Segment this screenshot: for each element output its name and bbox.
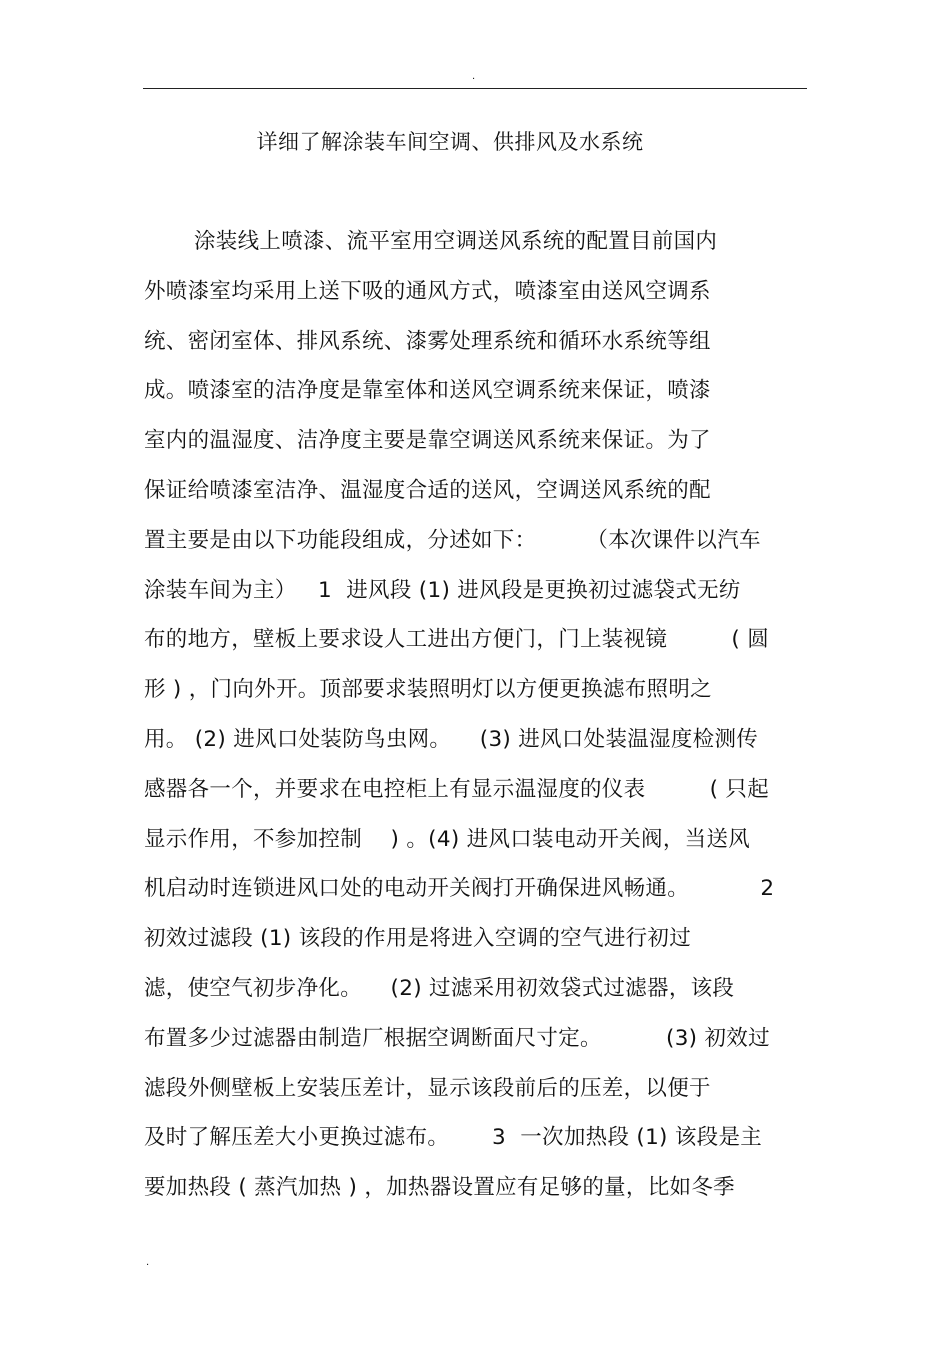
text-line: 外喷漆室均采用上送下吸的通风方式，喷漆室由送风空调系	[144, 278, 711, 304]
text-line: 滤段外侧壁板上安装压差计，显示该段前后的压差，以便于	[144, 1075, 711, 1101]
body-paragraph	[144, 224, 804, 1220]
page-title: 详细了解涂装车间空调、供排风及水系统	[256, 130, 644, 154]
text-line: 形 ) ，门向外开。顶部要求装照明灯以方便更换滤布照明之	[144, 677, 712, 703]
text-line: 涂装线上喷漆、流平室用空调送风系统的配置目前国内	[194, 229, 718, 254]
text-line: 及时了解压差大小更换过滤布。 3 一次加热段 (1) 该段是主	[144, 1125, 763, 1151]
text-line: 统、密闭室体、排风系统、漆雾处理系统和循环水系统等组	[144, 328, 711, 354]
text-line: 滤，使空气初步净化。 (2) 过滤采用初效袋式过滤器，该段	[144, 975, 735, 1001]
footer-dot: .	[146, 1257, 150, 1268]
text-line: 布置多少过滤器由制造厂根据空调断面尺寸定。 (3) 初效过	[144, 1025, 770, 1051]
text-line: 要加热段 ( 蒸汽加热 ) ，加热器设置应有足够的量，比如冬季	[144, 1175, 735, 1201]
text-line: 显示作用，不参加控制 ) 。(4) 进风口装电动开关阀，当送风	[144, 826, 751, 852]
text-line: 机启动时连锁进风口处的电动开关阀打开确保进风畅通。 2	[144, 876, 775, 902]
text-line: 用。 (2) 进风口处装防鸟虫网。 (3) 进风口处装温湿度检测传	[144, 726, 759, 752]
text-line: 保证给喷漆室洁净、温湿度合适的送风，空调送风系统的配	[144, 477, 711, 503]
text-line: 布的地方，壁板上要求设人工进出方便门，门上装视镜 ( 圆	[144, 627, 770, 653]
text-line: 置主要是由以下功能段组成，分述如下： （本次课件以汽车	[144, 527, 761, 553]
header-dot: .	[472, 71, 476, 82]
text-line: 室内的温湿度、洁净度主要是靠空调送风系统来保证。为了	[144, 428, 711, 454]
header-rule	[143, 88, 807, 89]
text-line: 初效过滤段 (1) 该段的作用是将进入空调的空气进行初过	[144, 926, 692, 952]
text-line: 感器各一个，并要求在电控柜上有显示温湿度的仪表 ( 只起	[144, 776, 770, 802]
text-line: 涂装车间为主） 1 进风段 (1) 进风段是更换初过滤袋式无纺	[144, 577, 741, 603]
text-line: 成。喷漆室的洁净度是靠室体和送风空调系统来保证，喷漆	[144, 378, 711, 404]
